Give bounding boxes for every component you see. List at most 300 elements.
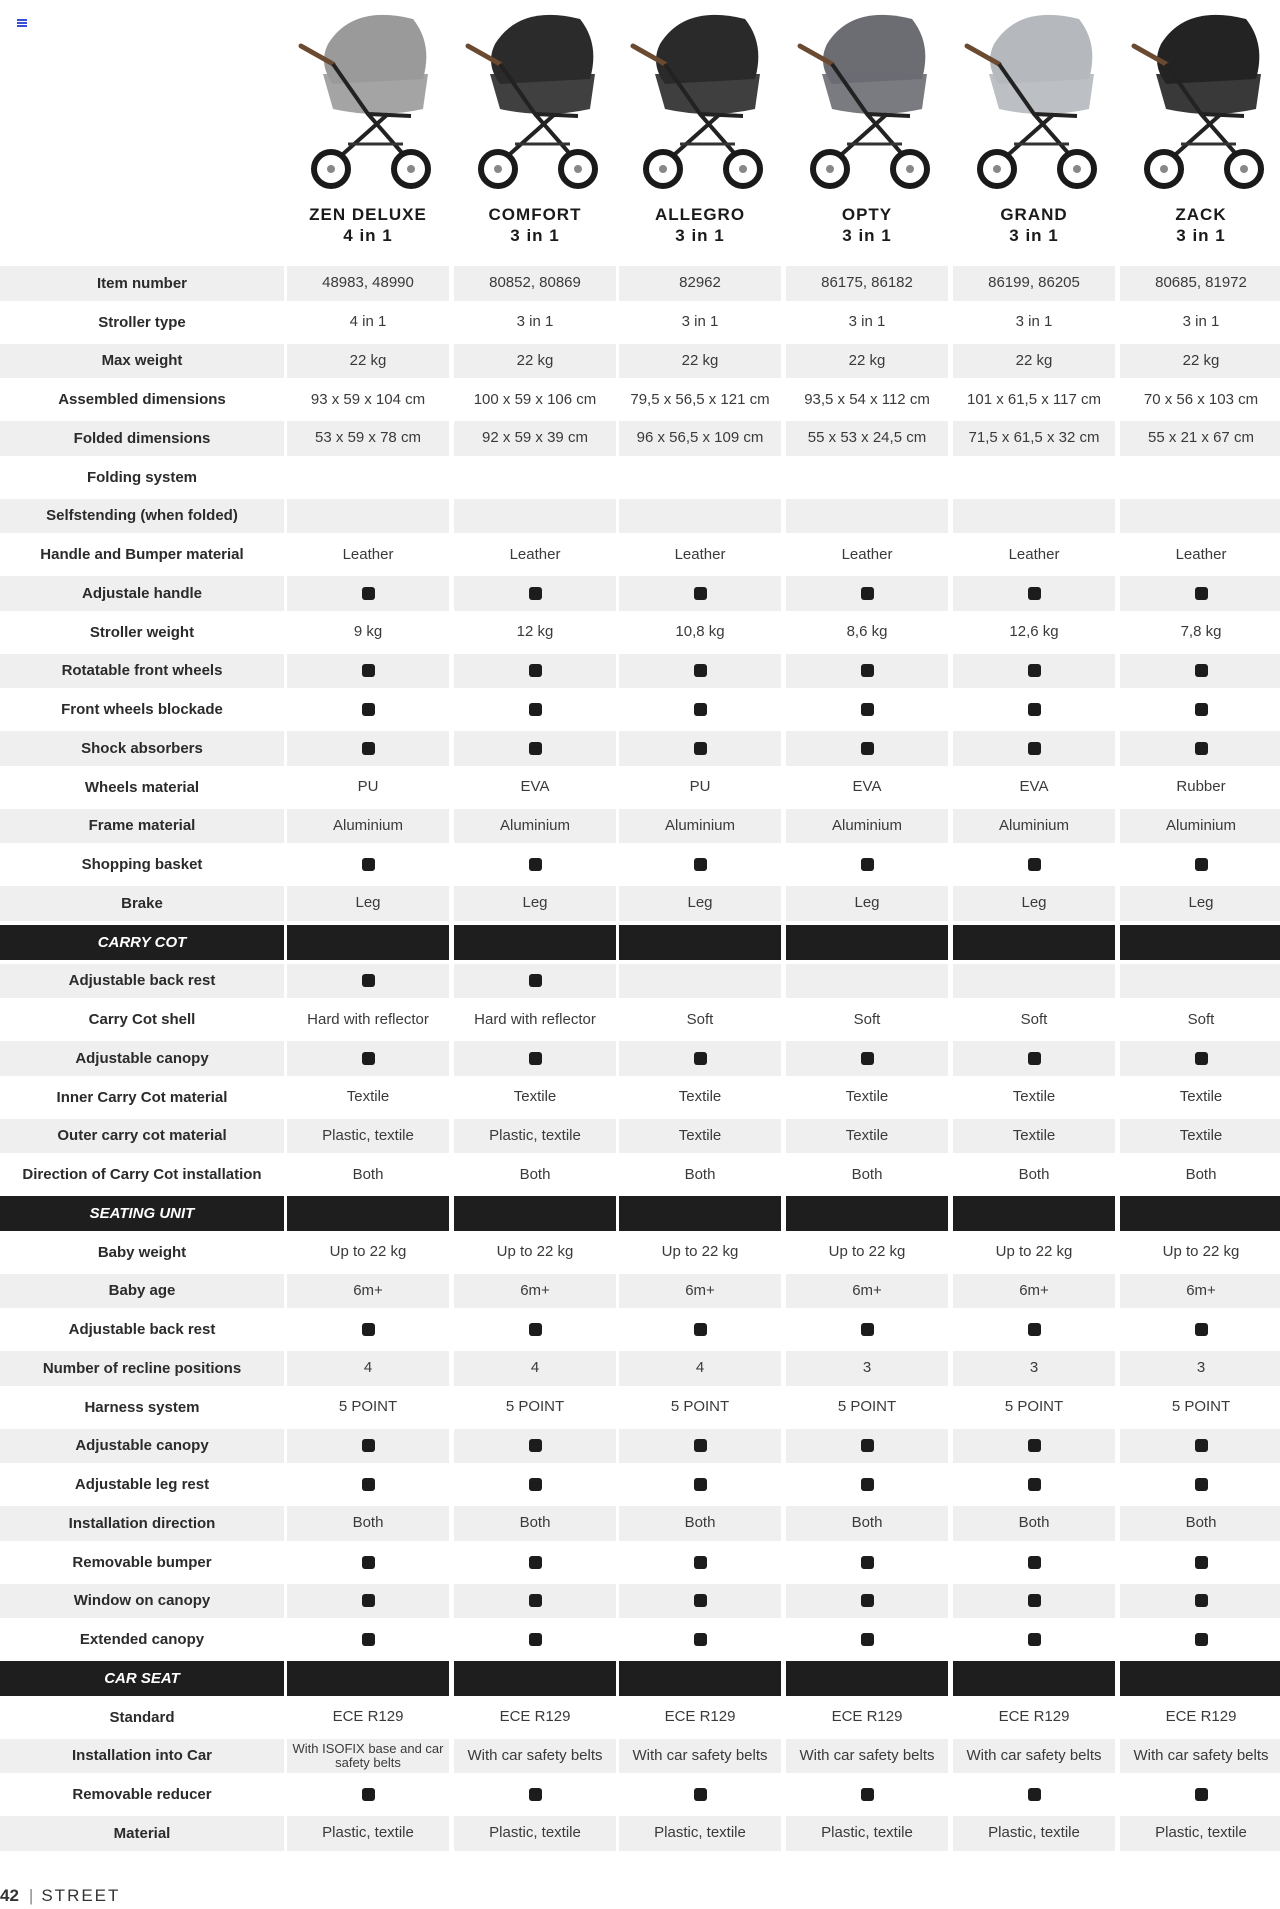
- feature-check-icon: [1195, 1633, 1208, 1646]
- spec-value: Up to 22 kg: [1162, 1243, 1240, 1261]
- spec-row: [0, 845, 1280, 884]
- spec-value: [619, 654, 781, 689]
- spec-label: Adjustable leg rest: [74, 1476, 210, 1494]
- spec-value: [1120, 1777, 1280, 1812]
- spec-value: 22 kg: [953, 344, 1115, 379]
- spec-value: 22 kg: [1120, 344, 1280, 379]
- spec-value: [454, 1196, 616, 1231]
- spec-row: [0, 690, 1280, 729]
- spec-label: Rotatable front wheels: [0, 654, 284, 689]
- spec-value: 5 POINT: [1004, 1398, 1064, 1416]
- spec-value: [454, 1041, 616, 1076]
- spec-value: [619, 576, 781, 611]
- spec-row: [0, 303, 1280, 342]
- spec-row: [0, 264, 1280, 303]
- stroller-image: [1126, 4, 1276, 204]
- feature-check-icon: [1195, 1323, 1208, 1336]
- spec-value: [953, 1622, 1115, 1657]
- menu-icon[interactable]: [17, 19, 27, 27]
- stroller-image: [293, 4, 443, 204]
- spec-value: [287, 1777, 449, 1812]
- spec-value: [287, 1467, 449, 1502]
- spec-value: [287, 576, 449, 611]
- spec-value: Leather: [1175, 545, 1227, 563]
- feature-check-icon: [529, 858, 542, 871]
- spec-row: [0, 1543, 1280, 1582]
- spec-value: ECE R129: [499, 1708, 571, 1726]
- spec-value: [953, 964, 1115, 999]
- feature-check-icon: [362, 1052, 375, 1065]
- spec-value: Both: [287, 1506, 449, 1541]
- spec-value: [953, 925, 1115, 960]
- spec-value: [953, 731, 1115, 766]
- spec-value: 7,8 kg: [1180, 623, 1222, 641]
- feature-check-icon: [694, 1594, 707, 1607]
- spec-value: Leg: [454, 886, 616, 921]
- feature-check-icon: [1028, 1556, 1041, 1569]
- product-column-header: [1120, 0, 1280, 248]
- spec-label: Baby age: [0, 1274, 284, 1309]
- spec-label: Installation into Car: [0, 1739, 284, 1774]
- spec-value: PU: [689, 778, 711, 796]
- feature-check-icon: [861, 1633, 874, 1646]
- spec-value: [1120, 692, 1280, 727]
- feature-check-icon: [1195, 1052, 1208, 1065]
- spec-value: With car safety belts: [454, 1739, 616, 1774]
- spec-value: 12 kg: [516, 623, 554, 641]
- spec-value: Both: [1120, 1506, 1280, 1541]
- feature-check-icon: [529, 974, 542, 987]
- spec-value: Rubber: [1176, 778, 1226, 796]
- spec-value: [454, 654, 616, 689]
- spec-value: [1120, 1467, 1280, 1502]
- spec-label: Adjustable canopy: [0, 1041, 284, 1076]
- spec-value: [619, 1584, 781, 1619]
- spec-value: Plastic, textile: [786, 1816, 948, 1851]
- spec-value: [287, 1545, 449, 1580]
- spec-value: Both: [1185, 1165, 1217, 1183]
- spec-value: 4: [619, 1351, 781, 1386]
- spec-value: [953, 576, 1115, 611]
- spec-row: [0, 613, 1280, 652]
- feature-check-icon: [362, 742, 375, 755]
- spec-value: Aluminium: [953, 809, 1115, 844]
- spec-value: [786, 847, 948, 882]
- feature-check-icon: [1195, 1788, 1208, 1801]
- product-title: [786, 204, 948, 246]
- product-title: [619, 204, 781, 246]
- spec-value: [1120, 1429, 1280, 1464]
- spec-value: Soft: [1187, 1010, 1215, 1028]
- spec-value: With car safety belts: [786, 1739, 948, 1774]
- stroller-image: [460, 4, 610, 204]
- spec-value: [953, 1545, 1115, 1580]
- spec-value: [454, 964, 616, 999]
- spec-value: [786, 1777, 948, 1812]
- spec-row: [0, 1775, 1280, 1814]
- spec-row: [0, 1233, 1280, 1272]
- spec-value: 6m+: [786, 1274, 948, 1309]
- feature-check-icon: [1195, 742, 1208, 755]
- spec-value: [1120, 1584, 1280, 1619]
- feature-check-icon: [1028, 742, 1041, 755]
- spec-label: Adjustable back rest: [0, 964, 284, 999]
- spec-value: [1120, 925, 1280, 960]
- feature-check-icon: [1195, 587, 1208, 600]
- spec-value: [454, 499, 616, 534]
- spec-row: [0, 1272, 1280, 1311]
- product-column-header: [953, 0, 1115, 248]
- spec-value: 5 POINT: [670, 1398, 730, 1416]
- spec-value: 55 x 53 x 24,5 cm: [786, 421, 948, 456]
- spec-value: ECE R129: [332, 1708, 404, 1726]
- spec-value: ECE R129: [998, 1708, 1070, 1726]
- spec-value: Both: [953, 1506, 1115, 1541]
- product-name: GRAND: [1000, 205, 1068, 224]
- spec-label: Wheels material: [84, 778, 200, 796]
- spec-value: Leg: [1120, 886, 1280, 921]
- spec-value: Both: [454, 1506, 616, 1541]
- spec-value: [287, 847, 449, 882]
- feature-check-icon: [694, 1323, 707, 1336]
- spec-value: EVA: [520, 778, 550, 796]
- spec-value: Hard with reflector: [307, 1010, 429, 1028]
- spec-value: 80685, 81972: [1120, 266, 1280, 301]
- spec-value: [786, 1622, 948, 1657]
- spec-row: [0, 1039, 1280, 1078]
- spec-value: 80852, 80869: [454, 266, 616, 301]
- product-variant: 3 in 1: [842, 226, 892, 245]
- spec-value: 8,6 kg: [846, 623, 888, 641]
- feature-check-icon: [1028, 1052, 1041, 1065]
- spec-value: [619, 1312, 781, 1347]
- spec-value: [953, 1312, 1115, 1347]
- spec-value: [786, 731, 948, 766]
- spec-value: [953, 1429, 1115, 1464]
- feature-check-icon: [861, 1439, 874, 1452]
- spec-value: ECE R129: [664, 1708, 736, 1726]
- feature-check-icon: [529, 1633, 542, 1646]
- spec-value: [619, 1429, 781, 1464]
- product-name: ZEN DELUXE: [309, 205, 427, 224]
- product-name: OPTY: [841, 205, 893, 224]
- spec-label: Inner Carry Cot material: [56, 1088, 228, 1106]
- spec-value: 53 x 59 x 78 cm: [287, 421, 449, 456]
- spec-value: [287, 654, 449, 689]
- spec-value: [287, 964, 449, 999]
- spec-row: [0, 962, 1280, 1001]
- feature-check-icon: [861, 1478, 874, 1491]
- spec-value: Both: [352, 1165, 384, 1183]
- spec-value: With car safety belts: [953, 1739, 1115, 1774]
- spec-value: [454, 692, 616, 727]
- spec-value: 5 POINT: [505, 1398, 565, 1416]
- spec-value: [786, 1661, 948, 1696]
- spec-value: [287, 1429, 449, 1464]
- feature-check-icon: [362, 1439, 375, 1452]
- spec-value: Soft: [853, 1010, 881, 1028]
- feature-check-icon: [694, 1052, 707, 1065]
- spec-value: [1120, 1312, 1280, 1347]
- feature-check-icon: [861, 1052, 874, 1065]
- product-variant: 3 in 1: [1176, 226, 1226, 245]
- feature-check-icon: [1195, 858, 1208, 871]
- spec-value: [953, 1661, 1115, 1696]
- feature-check-icon: [529, 1478, 542, 1491]
- spec-value: ECE R129: [831, 1708, 903, 1726]
- spec-value: [287, 1622, 449, 1657]
- spec-value: [619, 1545, 781, 1580]
- spec-value: Plastic, textile: [953, 1816, 1115, 1851]
- feature-check-icon: [861, 1323, 874, 1336]
- spec-row: [0, 1155, 1280, 1194]
- spec-row: [0, 1814, 1280, 1853]
- spec-row: [0, 535, 1280, 574]
- spec-row: [0, 1620, 1280, 1659]
- spec-value: [619, 925, 781, 960]
- spec-value: [786, 692, 948, 727]
- spec-value: 22 kg: [454, 344, 616, 379]
- spec-value: [786, 499, 948, 534]
- spec-value: 3: [1120, 1351, 1280, 1386]
- spec-value: [1120, 1661, 1280, 1696]
- product-column-header: [786, 0, 948, 248]
- feature-check-icon: [529, 1788, 542, 1801]
- stroller-image: [792, 4, 942, 204]
- spec-value: 70 x 56 x 103 cm: [1143, 390, 1259, 408]
- feature-check-icon: [362, 1633, 375, 1646]
- spec-value: 3 in 1: [681, 313, 719, 331]
- feature-check-icon: [362, 1478, 375, 1491]
- spec-value: Plastic, textile: [619, 1816, 781, 1851]
- feature-check-icon: [362, 858, 375, 871]
- feature-check-icon: [529, 1052, 542, 1065]
- feature-check-icon: [1028, 703, 1041, 716]
- spec-label: Adjustale handle: [0, 576, 284, 611]
- spec-value: [786, 925, 948, 960]
- spec-row: [0, 807, 1280, 846]
- spec-value: [619, 1467, 781, 1502]
- spec-value: [1120, 1196, 1280, 1231]
- spec-value: [1120, 847, 1280, 882]
- spec-value: 79,5 x 56,5 x 121 cm: [630, 390, 770, 408]
- spec-value: Aluminium: [1120, 809, 1280, 844]
- spec-value: [786, 1312, 948, 1347]
- spec-label: Standard: [109, 1708, 175, 1726]
- spec-label: Harness system: [84, 1398, 200, 1416]
- spec-value: Textile: [786, 1119, 948, 1154]
- spec-row: [0, 1465, 1280, 1504]
- feature-check-icon: [362, 1556, 375, 1569]
- feature-check-icon: [362, 664, 375, 677]
- product-title: [1120, 204, 1280, 246]
- spec-value: Textile: [513, 1088, 557, 1106]
- feature-check-icon: [529, 1323, 542, 1336]
- stroller-image: [625, 4, 775, 204]
- spec-value: [619, 1622, 781, 1657]
- feature-check-icon: [1195, 703, 1208, 716]
- spec-value: 12,6 kg: [1009, 623, 1059, 641]
- spec-value: [454, 1661, 616, 1696]
- spec-label: Removable reducer: [72, 1786, 212, 1804]
- spec-row: [0, 1388, 1280, 1427]
- spec-label: Shopping basket: [81, 856, 203, 874]
- spec-value: [1120, 731, 1280, 766]
- spec-value: [454, 1429, 616, 1464]
- spec-row: [0, 380, 1280, 419]
- spec-value: [454, 460, 616, 495]
- spec-value: Up to 22 kg: [496, 1243, 574, 1261]
- feature-check-icon: [1028, 1323, 1041, 1336]
- spec-value: Textile: [678, 1088, 722, 1106]
- spec-value: [454, 1467, 616, 1502]
- feature-check-icon: [1195, 1439, 1208, 1452]
- spec-row: [0, 1427, 1280, 1466]
- feature-check-icon: [1195, 1594, 1208, 1607]
- spec-value: 101 x 61,5 x 117 cm: [967, 390, 1101, 408]
- spec-value: Both: [851, 1165, 883, 1183]
- spec-row: [0, 768, 1280, 807]
- spec-value: [953, 1467, 1115, 1502]
- spec-label: Material: [0, 1816, 284, 1851]
- product-column-header: [287, 0, 449, 248]
- spec-row: [0, 1504, 1280, 1543]
- spec-value: Leg: [287, 886, 449, 921]
- spec-value: [786, 964, 948, 999]
- feature-check-icon: [1028, 587, 1041, 600]
- feature-check-icon: [529, 703, 542, 716]
- feature-check-icon: [694, 1556, 707, 1569]
- spec-value: [619, 460, 781, 495]
- feature-check-icon: [1028, 1633, 1041, 1646]
- spec-value: 22 kg: [287, 344, 449, 379]
- spec-value: Aluminium: [454, 809, 616, 844]
- product-name: ALLEGRO: [654, 205, 746, 224]
- spec-label: Removable bumper: [72, 1553, 212, 1571]
- spec-value: Plastic, textile: [287, 1119, 449, 1154]
- spec-row: [0, 1582, 1280, 1621]
- spec-value: Both: [619, 1506, 781, 1541]
- product-variant: 3 in 1: [510, 226, 560, 245]
- spec-value: Leg: [619, 886, 781, 921]
- spec-value: Leather: [509, 545, 561, 563]
- stroller-image: [959, 4, 1109, 204]
- spec-label: Handle and Bumper material: [40, 546, 244, 564]
- feature-check-icon: [861, 664, 874, 677]
- feature-check-icon: [861, 703, 874, 716]
- spec-value: [287, 1041, 449, 1076]
- spec-value: 6m+: [953, 1274, 1115, 1309]
- spec-value: EVA: [1019, 778, 1049, 796]
- spec-value: 100 x 59 x 106 cm: [473, 390, 597, 408]
- spec-value: 3: [786, 1351, 948, 1386]
- spec-value: Plastic, textile: [287, 1816, 449, 1851]
- spec-label: Assembled dimensions: [58, 391, 226, 409]
- spec-value: [786, 1467, 948, 1502]
- spec-value: Aluminium: [786, 809, 948, 844]
- spec-value: [454, 1584, 616, 1619]
- section-row: [0, 923, 1280, 962]
- spec-label: Stroller weight: [89, 623, 195, 641]
- spec-value: [454, 1312, 616, 1347]
- feature-check-icon: [1028, 1478, 1041, 1491]
- spec-value: 4 in 1: [349, 313, 387, 331]
- spec-value: 4: [454, 1351, 616, 1386]
- spec-value: 22 kg: [619, 344, 781, 379]
- spec-value: Textile: [619, 1119, 781, 1154]
- spec-value: Textile: [1179, 1088, 1223, 1106]
- spec-value: [953, 499, 1115, 534]
- spec-value: Textile: [845, 1088, 889, 1106]
- footer-separator: |: [28, 1886, 34, 1905]
- spec-value: [953, 1777, 1115, 1812]
- spec-value: 6m+: [1120, 1274, 1280, 1309]
- spec-row: [0, 574, 1280, 613]
- spec-value: 86199, 86205: [953, 266, 1115, 301]
- spec-label: Installation direction: [0, 1506, 284, 1541]
- spec-value: 6m+: [454, 1274, 616, 1309]
- spec-value: [1120, 654, 1280, 689]
- spec-value: [786, 576, 948, 611]
- spec-value: 10,8 kg: [675, 623, 725, 641]
- spec-value: EVA: [852, 778, 882, 796]
- spec-table: [0, 264, 1280, 1853]
- spec-value: [454, 576, 616, 611]
- spec-value: [1120, 1545, 1280, 1580]
- feature-check-icon: [694, 1439, 707, 1452]
- spec-value: 22 kg: [786, 344, 948, 379]
- spec-value: Aluminium: [287, 809, 449, 844]
- feature-check-icon: [694, 703, 707, 716]
- spec-label: Direction of Carry Cot installation: [22, 1166, 262, 1184]
- spec-value: 55 x 21 x 67 cm: [1120, 421, 1280, 456]
- spec-label: Folded dimensions: [0, 421, 284, 456]
- spec-value: [619, 964, 781, 999]
- section-row: [0, 1194, 1280, 1233]
- product-name: ZACK: [1175, 205, 1227, 224]
- spec-value: Soft: [1020, 1010, 1048, 1028]
- section-name: STREET: [41, 1886, 121, 1905]
- spec-row: [0, 1117, 1280, 1156]
- spec-value: [953, 654, 1115, 689]
- feature-check-icon: [529, 1594, 542, 1607]
- feature-check-icon: [362, 587, 375, 600]
- product-title: [454, 204, 616, 246]
- spec-row: [0, 652, 1280, 691]
- feature-check-icon: [694, 1478, 707, 1491]
- spec-label: Frame material: [0, 809, 284, 844]
- spec-value: Leather: [342, 545, 394, 563]
- spec-value: [1120, 576, 1280, 611]
- feature-check-icon: [694, 1633, 707, 1646]
- spec-value: [619, 499, 781, 534]
- spec-label: Front wheels blockade: [61, 701, 223, 719]
- spec-row: [0, 458, 1280, 497]
- spec-value: Leg: [786, 886, 948, 921]
- spec-label: Baby weight: [97, 1243, 187, 1261]
- spec-value: Leather: [674, 545, 726, 563]
- spec-value: [619, 1196, 781, 1231]
- feature-check-icon: [861, 1594, 874, 1607]
- spec-value: 82962: [619, 266, 781, 301]
- spec-value: [454, 731, 616, 766]
- spec-row: [0, 729, 1280, 768]
- spec-value: Plastic, textile: [454, 1119, 616, 1154]
- spec-value: 86175, 86182: [786, 266, 948, 301]
- spec-value: 5 POINT: [1171, 1398, 1231, 1416]
- spec-row: [0, 1737, 1280, 1776]
- spec-value: [287, 1661, 449, 1696]
